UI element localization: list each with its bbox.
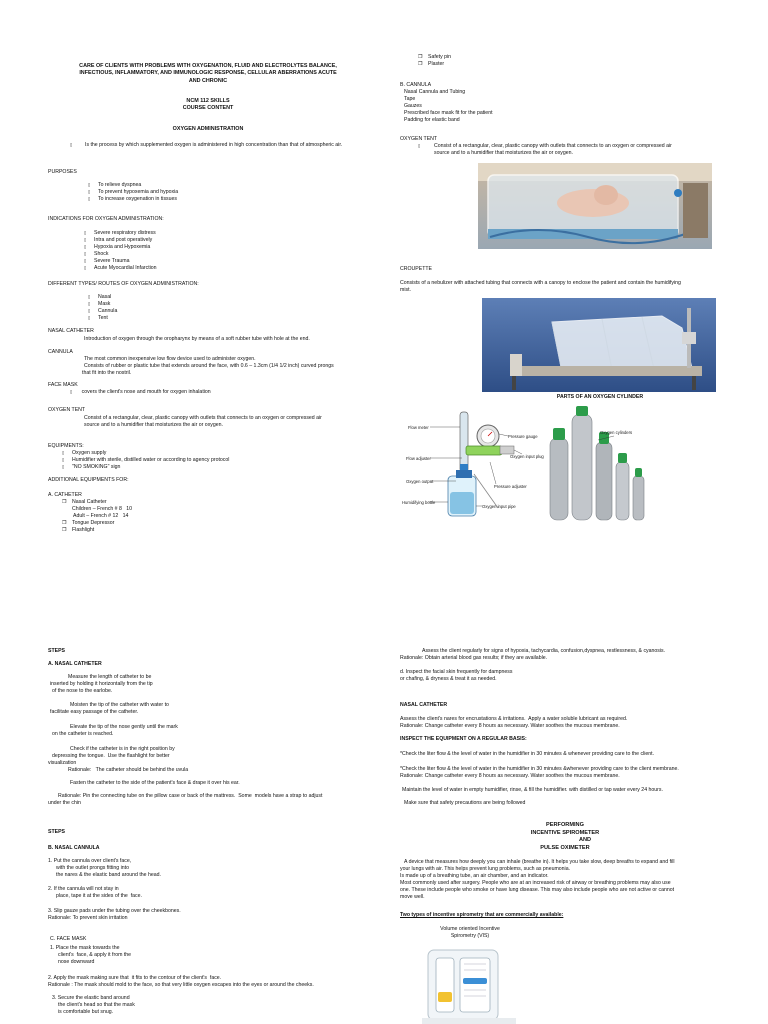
course-title [48,98,368,113]
catheter-heading: A. CATHETER [48,492,82,498]
title-line-2: INFECTIOUS, INFLAMMATORY, AND IMMUNOLOGIC RESPONSE, CELLULAR ABERRATIONS ACUTE [79,70,337,77]
list-item: Gauzes [404,103,422,110]
list-item: ▯ Severe Trauma [84,258,157,265]
croupette-photo [482,298,716,392]
label-humidifying-bottle: Humidifying bottle [402,500,436,505]
steps-nasal-cannula-heading: B. NASAL CANNULA [48,845,100,851]
step-b1: 1. Put the cannula over client's face, with the outlet prongs fitting into the nares & the elastic band around the head. [48,858,161,879]
list-item: ▯ To increase oxygenation in tissues [88,196,178,203]
list-item: ❐ Tongue Depressor [62,520,114,527]
step-a4: Check if the catheter is in the right position by depressing the tongue. Use the flashlight for better visualization Rationale: The catheter should be behind the uvula [48,746,189,774]
course-content: COURSE CONTENT [182,105,234,112]
inspect-item-1: *Check the liter flow & the level of water in the humidifier in 30 minutes & whenever providing care to the client. [400,751,655,757]
list-item: Prescribed face mask fit for the patient [404,110,493,117]
croupette-heading: CROUPETTE [400,266,432,272]
label-oxygen-input-pipe: Oxygen input pipe [482,504,516,509]
list-item: Padding for elastic band [404,117,460,124]
list-item: ▯ To relieve dyspnea [88,182,178,189]
intro-paragraph: ▯ Is the process by which supplemented oxygen is administered in high concentration than that of atmospheric air. [70,142,343,148]
list-item: ▯ Tent [88,315,117,322]
step-a5: Fasten the catheter to the side of the patient's face & drape it over his ear. [70,780,240,786]
list-item: ▯ Cannula [88,308,117,315]
list-item: ❐ Plaster [418,61,451,68]
step-a6: Rationale: Pin the connecting tube on the pillow case or back of the mattress. Some models have a strap to adjust under the chin [48,793,323,807]
cannula-text: The most common inexpensive low flow device used to administer oxygen. Consists of rubber or plastic tube that extends around the face, with 0.6 – 1.3cm (1/4 1/2 inch) curved prongs that fit into the nostril. [82,356,334,377]
list-item: ❐ Flashlight [62,527,114,534]
list-item: Nasal Cannula and Tubing [404,89,466,95]
inspect-item-4: Make sure that safety precautions are being followed [404,800,526,806]
equipments-heading: EQUIPMENTS: [48,443,84,449]
oxygen-tent-text: Consist of a rectangular, clear, plastic canopy with outlets that connects to an oxygen or compressed air source and to a humidifier that moisturizes the air or oxygen. [84,415,322,429]
list-item: ▯ Acute Myocardial Infarction [84,265,157,272]
purposes-list [88,182,178,203]
steps-heading-b: STEPS [48,829,66,835]
indications-heading: INDICATIONS FOR OXYGEN ADMINISTRATION: [48,216,164,222]
catheter-sizes: Children – French # 8 10 Adult – French # 12 14 [72,506,132,520]
extra-equipment-list [418,54,451,68]
list-item: ▯ Severe respiratory distress [84,230,157,237]
catheter-list [62,499,107,506]
title-line-1: CARE OF CLIENTS WITH PROBLEMS WITH OXYGENATION, FLUID AND ELECTROLYTES BALANCE, [79,63,337,69]
assess-paragraph: Assess the client regularly for signs of hypoxia, tachycardia, confusion,dyspnea, restlessness, & cyanosis. Rationale: Obtain arterial blood gas results; if they are available. [400,648,666,662]
title-line-3: AND CHRONIC [188,77,228,84]
step-c2: 2. Apply the mask making sure that it fits to the contour of the client's face. Rationale : The mask should mold to the face, so that very little oxygen escapes into the eyes or around the cheeks. [48,975,314,989]
bullet-icon: ▯ [70,389,73,394]
step-a3: Elevate the tip of the nose gently until the mark on the catheter is reached. [52,724,178,738]
bullet-icon: ▯ [418,143,421,148]
inspect-skin: d. Inspect the facial skin frequently for dampness or chafing, & dryness & treat it as needed. [400,669,513,683]
list-item: ▯ Shock [84,251,157,258]
step-b3: 3. Slip gauze pads under the tubing over the cheekbones. Rationale: To prevent skin irritation [48,908,181,922]
label-oxygen-cylinders: Oxygen cylinders [600,430,633,435]
course-code: NCM 112 SKILLS [186,98,230,104]
list-item: ▯ "NO SMOKING" sign [62,464,229,471]
face-mask-steps-heading: C. FACE MASK [50,936,87,942]
performing-heading: PERFORMING INCENTIVE SPIROMETER AND PULSE OXIMETER [530,822,600,851]
inspect-equipment-heading: INSPECT THE EQUIPMENT ON A REGULAR BASIS: [400,736,527,742]
face-mask-heading: FACE MASK [48,382,78,388]
inspect-item-3: Maintain the level of water in empty humidifier, rinse, & fill the humidifier. with distilled or tap water every 24 hours. [402,787,663,793]
purposes-heading: PURPOSES [48,169,77,175]
label-pressure-gauge: Pressure gauge [508,434,538,439]
oxygen-tent-photo [478,163,712,249]
list-item: Tape [404,96,416,103]
label-flow-meter: Flow meter [408,425,429,430]
list-item: ❐ Nasal Catheter [62,499,107,506]
list-item: ▯ Nasal [88,294,117,301]
cannula-equipment-list [404,89,493,124]
list-item: ▯ Hypoxia and Hypoxemia [84,244,157,251]
croupette-text: Consists of a nebulizer with attached tubing that connects with a canopy to enclose the patient and contain the humidifying mist. [400,280,681,294]
oxygen-tent-heading-right: OXYGEN TENT [400,136,438,142]
document-title [48,63,368,85]
label-oxygen-output: Oxygen output [406,479,434,484]
incentive-spirometer-photo [420,944,518,1024]
steps-nasal-catheter-heading: A. NASAL CATHETER [48,661,102,667]
list-item: ▯ Oxygen supply [62,450,229,457]
indications-list [84,230,157,272]
list-item: ▯ Mask [88,301,117,308]
additional-heading: ADDITIONAL EQUIPMENTS FOR: [48,477,129,483]
inspect-item-2: *Check the liter flow & the level of water in the humidifier in 30 minutes &whenever providing care to the client membrane. Rationale: Change catheter every 8 hours as necessary. Water soothes the mucous membrane. [400,766,679,780]
routes-list [88,294,117,322]
bullet-icon: ▯ [70,142,73,147]
face-mask-text: ▯ covers the client's nose and mouth for oxygen inhalation [70,389,211,395]
list-item: ▯ To prevent hypoxemia and hypoxia [88,189,178,196]
cylinder-caption: PARTS OF AN OXYGEN CYLINDER [556,394,644,400]
step-c1: 1. Place the mask towards the client's face, & apply it from the nose downward [50,945,132,966]
label-oxygen-input-plug: Oxygen input plug [510,454,544,459]
oxygen-cylinder-diagram [400,402,720,524]
list-item: ▯ Intra and post operatively [84,237,157,244]
vis-caption: Volume oriented Incentive Spirometry (VIS) [440,926,500,940]
nasal-catheter-heading: NASAL CATHETER [48,328,94,334]
section-title: OXYGEN ADMINISTRATION [172,126,244,132]
oxygen-tent-text-right: ▯ Consist of a rectangular, clear, plastic canopy with outlets that connects to an oxygen or compressed air source and to a humidifier that moisturizes the air or oxygen. [418,143,672,157]
spirometer-description: A device that measures how deeply you can inhale (breathe in). It helps you take slow, deep breaths to expand and fill your lungs with air. This helps prevent lung problems, such as pneumonia. Is made up of a breathing tube, an air chamber, and an indicator. Most commonly used after surgery. People who are at an increased risk of airway or breathing problems may also use one. These include people who smoke or have lung disease. This may also include people who are not active or cannot move well. [400,859,675,901]
step-b2: 2. If the cannula will not stay in place, tape it at the sides of the face. [48,886,142,900]
nasal-catheter-text: Introduction of oxygen through the oropharynx by means of a soft rubber tube with hole at the end. [84,336,310,342]
list-item: ▯ Humidifier with sterile, distilled water or according to agency protocol [62,457,229,464]
cannula-equipment-heading: B. CANNULA [400,82,432,88]
cannula-heading: CANNULA [48,349,73,355]
nasal-catheter-care-heading: NASAL CATHETER [400,702,448,708]
steps-heading-a: STEPS [48,648,66,654]
catheter-list-more [62,520,114,534]
label-pressure-adjuster: Pressure adjuster [494,484,527,489]
spirometry-types-heading: Two types of incentive spirometry that are commercially available: [400,912,564,918]
routes-heading: DIFFERENT TYPES/ ROUTES OF OXYGEN ADMINISTRATION: [48,281,199,287]
nasal-catheter-care-text: Assess the client's nares for encrustations & irritations. Apply a water soluble lubricant as required. Rationale: Change catheter every 8 hours as necessary. Water soothes the mucous membrane. [400,716,628,730]
list-item: ❐ Safety pin [418,54,451,61]
step-c3: 3. Secure the elastic band around the client's head so that the mask is comfortable but snug. [52,995,135,1016]
equipments-list [62,450,229,471]
step-a1: Measure the length of catheter to be inserted by holding it horizontally from the tip of the nose to the earlobe. [50,674,153,695]
step-a2: Moisten the tip of the catheter with water to facilitate easy passage of the catheter. [50,702,169,716]
label-flow-adjuster: Flow adjuster [406,456,431,461]
oxygen-tent-heading: OXYGEN TENT [48,407,86,413]
